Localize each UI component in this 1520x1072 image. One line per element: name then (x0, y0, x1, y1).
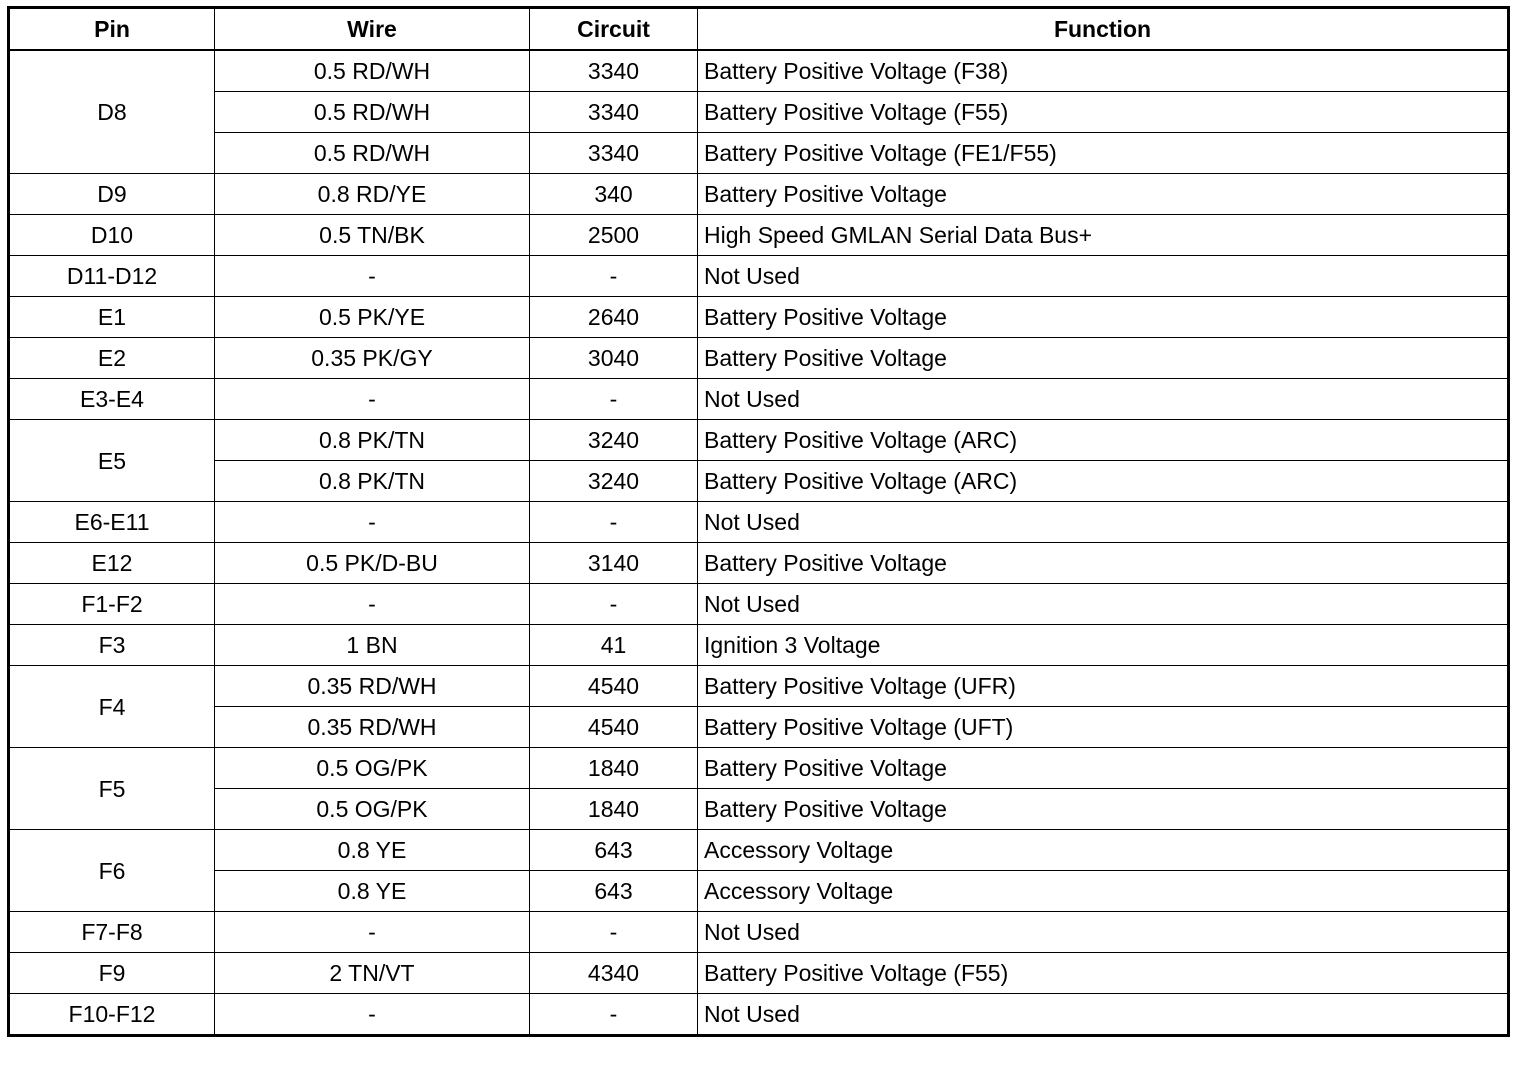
wire-cell: 0.8 YE (215, 871, 530, 912)
circuit-cell: 3240 (530, 461, 698, 502)
table-row (9, 871, 1509, 912)
wire-cell: - (215, 994, 530, 1036)
circuit-cell: - (530, 502, 698, 543)
circuit-cell: - (530, 379, 698, 420)
circuit-cell: 643 (530, 830, 698, 871)
table-row (9, 502, 1509, 543)
circuit-cell: 41 (530, 625, 698, 666)
wire-cell: 0.8 PK/TN (215, 461, 530, 502)
pin-cell: F5 (9, 748, 215, 830)
function-cell: Battery Positive Voltage (698, 338, 1509, 379)
pinout-table (7, 6, 1510, 1037)
circuit-cell: - (530, 256, 698, 297)
wire-cell: 2 TN/VT (215, 953, 530, 994)
table-row (9, 379, 1509, 420)
function-cell: Battery Positive Voltage (ARC) (698, 420, 1509, 461)
wire-cell: 0.8 YE (215, 830, 530, 871)
function-cell: Battery Positive Voltage (698, 789, 1509, 830)
circuit-cell: 3140 (530, 543, 698, 584)
pin-cell: E5 (9, 420, 215, 502)
table-header (9, 8, 1509, 51)
circuit-cell: 4540 (530, 666, 698, 707)
wire-cell: - (215, 256, 530, 297)
pin-cell: D10 (9, 215, 215, 256)
table-row (9, 256, 1509, 297)
function-cell: Ignition 3 Voltage (698, 625, 1509, 666)
wire-cell: - (215, 502, 530, 543)
function-cell: Not Used (698, 994, 1509, 1036)
pin-cell: F10-F12 (9, 994, 215, 1036)
wire-cell: 0.5 RD/WH (215, 92, 530, 133)
wire-cell: 0.35 RD/WH (215, 666, 530, 707)
circuit-cell: 4340 (530, 953, 698, 994)
table-row (9, 543, 1509, 584)
header-circuit: Circuit (530, 8, 698, 51)
function-cell: Battery Positive Voltage (698, 174, 1509, 215)
header-function: Function (698, 8, 1509, 51)
pin-cell: E6-E11 (9, 502, 215, 543)
pin-cell: D9 (9, 174, 215, 215)
wire-cell: 0.35 RD/WH (215, 707, 530, 748)
table-row (9, 92, 1509, 133)
table-row (9, 912, 1509, 953)
circuit-cell: 3040 (530, 338, 698, 379)
circuit-cell: - (530, 994, 698, 1036)
circuit-cell: 2500 (530, 215, 698, 256)
wire-cell: 0.5 RD/WH (215, 50, 530, 92)
pin-cell: F1-F2 (9, 584, 215, 625)
wire-cell: 0.5 PK/D-BU (215, 543, 530, 584)
wire-cell: 0.8 RD/YE (215, 174, 530, 215)
wire-cell: 0.35 PK/GY (215, 338, 530, 379)
table-row (9, 174, 1509, 215)
function-cell: Accessory Voltage (698, 830, 1509, 871)
pin-cell: F4 (9, 666, 215, 748)
header-row (9, 8, 1509, 51)
function-cell: Battery Positive Voltage (UFT) (698, 707, 1509, 748)
function-cell: Battery Positive Voltage (UFR) (698, 666, 1509, 707)
header-wire: Wire (215, 8, 530, 51)
function-cell: Battery Positive Voltage (F38) (698, 50, 1509, 92)
table-row (9, 707, 1509, 748)
pin-cell: E2 (9, 338, 215, 379)
header-pin: Pin (9, 8, 215, 51)
pin-cell: E12 (9, 543, 215, 584)
function-cell: Not Used (698, 379, 1509, 420)
circuit-cell: 1840 (530, 748, 698, 789)
pin-cell: D8 (9, 50, 215, 174)
pin-cell: F7-F8 (9, 912, 215, 953)
table-row (9, 215, 1509, 256)
circuit-cell: 3240 (530, 420, 698, 461)
table-row (9, 953, 1509, 994)
table-body (9, 50, 1509, 1036)
function-cell: Not Used (698, 256, 1509, 297)
wire-cell: - (215, 584, 530, 625)
wire-cell: 0.5 PK/YE (215, 297, 530, 338)
table-row (9, 297, 1509, 338)
table-row (9, 830, 1509, 871)
wire-cell: 1 BN (215, 625, 530, 666)
table-row (9, 994, 1509, 1036)
function-cell: Battery Positive Voltage (698, 543, 1509, 584)
function-cell: Accessory Voltage (698, 871, 1509, 912)
function-cell: High Speed GMLAN Serial Data Bus+ (698, 215, 1509, 256)
function-cell: Battery Positive Voltage (F55) (698, 92, 1509, 133)
wire-cell: 0.5 TN/BK (215, 215, 530, 256)
pin-cell: E1 (9, 297, 215, 338)
table-row (9, 420, 1509, 461)
table-row (9, 133, 1509, 174)
wire-cell: 0.8 PK/TN (215, 420, 530, 461)
function-cell: Battery Positive Voltage (698, 748, 1509, 789)
table-row (9, 338, 1509, 379)
circuit-cell: 340 (530, 174, 698, 215)
function-cell: Battery Positive Voltage (ARC) (698, 461, 1509, 502)
circuit-cell: 1840 (530, 789, 698, 830)
pin-cell: F6 (9, 830, 215, 912)
pin-cell: E3-E4 (9, 379, 215, 420)
table-row (9, 461, 1509, 502)
circuit-cell: 4540 (530, 707, 698, 748)
circuit-cell: 2640 (530, 297, 698, 338)
table-row (9, 625, 1509, 666)
table-row (9, 789, 1509, 830)
pin-cell: F9 (9, 953, 215, 994)
circuit-cell: 3340 (530, 50, 698, 92)
wire-cell: - (215, 379, 530, 420)
table-row (9, 666, 1509, 707)
function-cell: Battery Positive Voltage (698, 297, 1509, 338)
pin-cell: F3 (9, 625, 215, 666)
circuit-cell: 3340 (530, 133, 698, 174)
table-row (9, 50, 1509, 92)
circuit-cell: - (530, 584, 698, 625)
function-cell: Not Used (698, 502, 1509, 543)
wire-cell: - (215, 912, 530, 953)
wire-cell: 0.5 RD/WH (215, 133, 530, 174)
function-cell: Battery Positive Voltage (FE1/F55) (698, 133, 1509, 174)
circuit-cell: 643 (530, 871, 698, 912)
pin-cell: D11-D12 (9, 256, 215, 297)
function-cell: Battery Positive Voltage (F55) (698, 953, 1509, 994)
table-row (9, 584, 1509, 625)
function-cell: Not Used (698, 584, 1509, 625)
circuit-cell: - (530, 912, 698, 953)
table-row (9, 748, 1509, 789)
wire-cell: 0.5 OG/PK (215, 748, 530, 789)
function-cell: Not Used (698, 912, 1509, 953)
wire-cell: 0.5 OG/PK (215, 789, 530, 830)
circuit-cell: 3340 (530, 92, 698, 133)
